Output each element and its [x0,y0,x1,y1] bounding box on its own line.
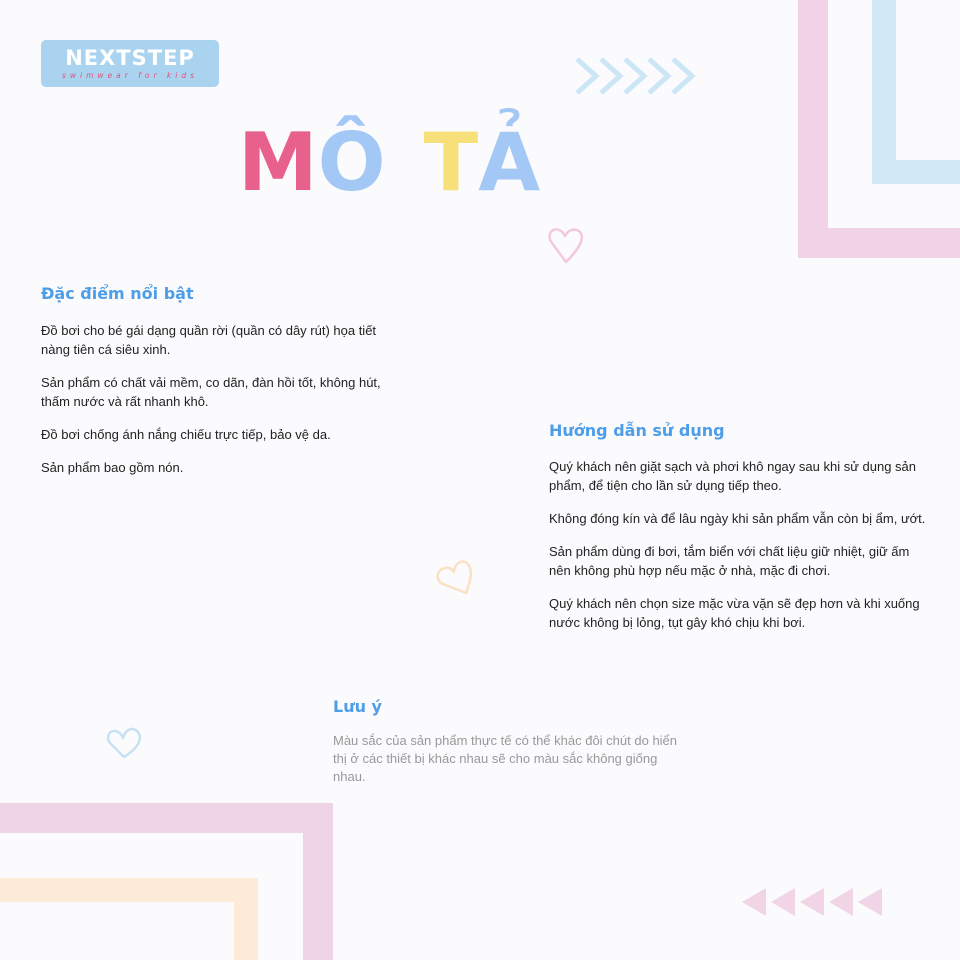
chevron-right-arrows-icon [574,52,704,100]
frame-blue-horizontal [872,160,960,184]
features-item: Sản phẩm có chất vải mềm, co dãn, đàn hồi tốt, không hút, thấm nước và rất nhanh khô. [41,375,381,409]
usage-item: Quý khách nên giặt sạch và phơi khô ngay sau khi sử dụng sản phẩm, để tiện cho lần sử dụng tiếp theo. [549,459,917,493]
note-section [333,697,693,786]
note-text: Màu sắc của sản phẩm thực tế có thể khác đôi chút do hiển thị ở các thiết bị khác nhau sẽ cho màu sắc không giống nhau. [333,733,678,784]
usage-item: Sản phẩm dùng đi bơi, tắm biển với chất liệu giữ nhiệt, giữ ấm nên không phù hợp nếu mặc ở nhà, mặc đi chơi. [549,544,910,578]
page-title [238,118,540,208]
features-heading: Đặc điểm nổi bật [41,284,194,303]
usage-heading: Hướng dẫn sử dụng [549,421,725,440]
brand-name: NEXTSTEP [65,46,195,70]
frame-bottom-peach-vertical [234,878,258,960]
usage-section [549,421,929,646]
title-letter-4: Ả [478,116,541,209]
frame-bottom-pink-horizontal [0,803,333,833]
usage-item: Quý khách nên chọn size mặc vừa vặn sẽ đẹp hơn và khi xuống nước không bị lỏng, tụt gây khó chịu khi bơi. [549,596,920,630]
triangle-left-arrows-icon [740,884,890,920]
brand-logo [41,40,219,87]
features-section [41,284,381,491]
brand-tagline: swimwear for kids [61,71,199,80]
title-letter-1: M [238,116,318,209]
features-item: Đồ bơi cho bé gái dạng quần rời (quần có dây rút) họa tiết nàng tiên cá siêu xinh. [41,323,377,357]
heart-outline-peach-icon [438,562,471,593]
frame-bottom-pink-vertical [303,803,333,960]
heart-outline-pink-icon [550,229,582,262]
frame-pink-horizontal [798,228,960,258]
title-letter-2: Ô [317,116,386,209]
title-letter-3: T [423,116,479,209]
frame-blue-vertical [872,0,896,184]
usage-item: Không đóng kín và để lâu ngày khi sản phẩm vẫn còn bị ẩm, ướt. [549,511,926,526]
features-item: Sản phẩm bao gồm nón. [41,460,184,475]
frame-pink-vertical [798,0,828,258]
heart-outline-blue-icon [108,729,140,757]
note-heading: Lưu ý [333,697,382,716]
features-item: Đồ bơi chống ánh nắng chiếu trực tiếp, bảo vệ da. [41,427,331,442]
frame-bottom-peach-horizontal [0,878,258,902]
